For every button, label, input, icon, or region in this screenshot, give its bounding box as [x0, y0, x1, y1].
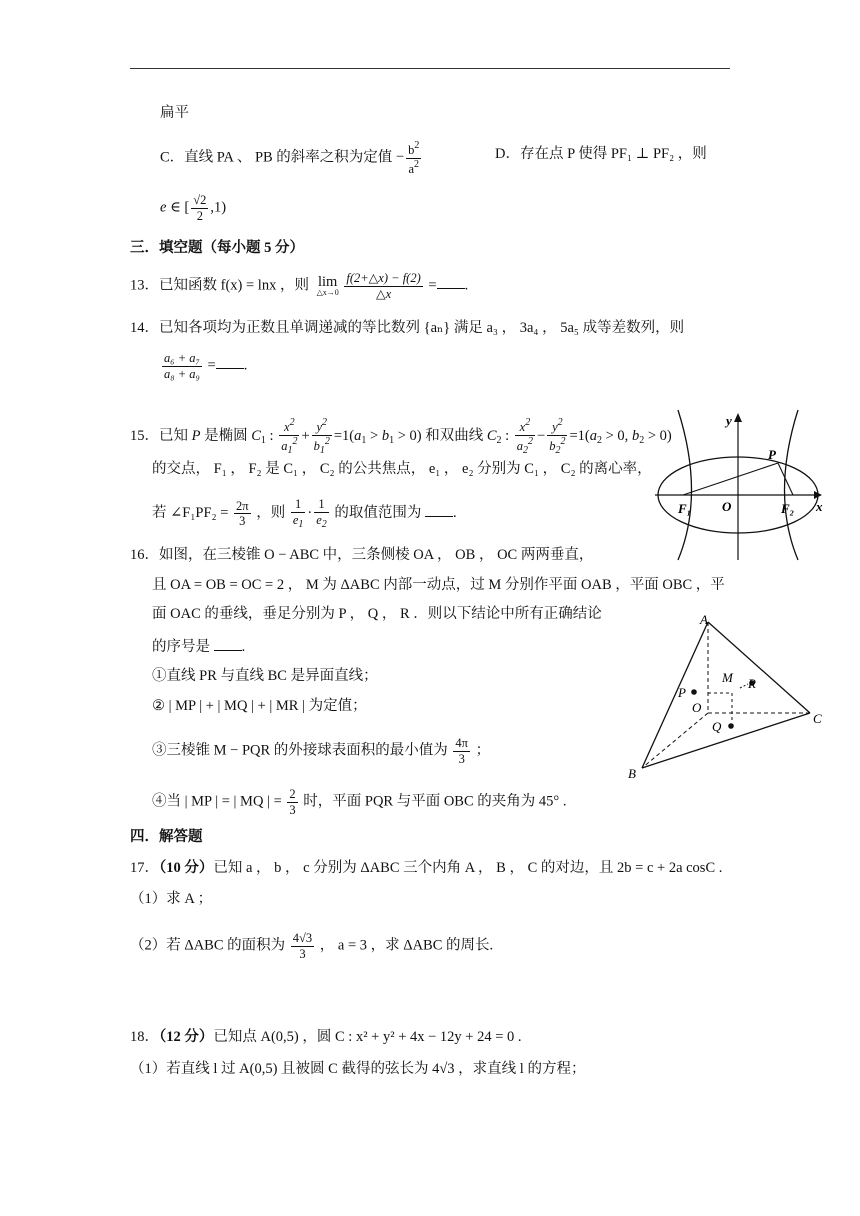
q16-answer-prompt: 的序号是 — [152, 639, 210, 655]
q16-option-4-end: 时，平面 PQR 与平面 OBC 的夹角为 45° . — [303, 793, 567, 810]
q12-option-d-range: e ∈ [ $\frac{√2}{2}$ ,1) — [160, 193, 227, 223]
q14-answer-blank[interactable] — [216, 356, 244, 369]
q16-option-4: ④当 | MP | = | MQ | = $\frac{2}{3}$ 时，平面 PQR 与平面 OBC 的夹角为 45° . — [152, 787, 567, 817]
y-axis-arrow — [734, 413, 742, 422]
q15-line-3: 若 ∠F₁PF₂ = $\frac{2\pi}{3}$ ，则 $\frac{1}{e_1}$ · $\frac{1}{e_2}$ 的取值范围为 . — [152, 497, 457, 530]
q17-part-2-end: ， a = 3 ，求 ΔABC 的周长. — [319, 937, 494, 954]
q16-option-2: ② | MP | + | MQ | + | MR | 为定值； — [152, 698, 367, 714]
q14-number: 14． — [130, 320, 159, 336]
section-3-title: 三．填空题（每小题 5 分） — [130, 240, 304, 256]
q18-text: 已知点 A(0,5) ，圆 C : x² + y² + 4x − 12y + 24 = 0 . — [213, 1029, 522, 1045]
section-4-title: 四．解答题 — [130, 829, 203, 845]
q14-denominator: a₈ + a₉ — [164, 366, 200, 381]
question-18 — [130, 1030, 522, 1045]
q17-score: （10 分） — [159, 860, 214, 876]
header-rule — [130, 68, 730, 69]
q13-numerator: f(2+△x) − f(2) — [346, 271, 421, 285]
helper-line-3 — [740, 684, 748, 688]
q12-option-c-value: − $\frac{b^2}{a^2}$ — [395, 140, 420, 176]
q14-expression: $\frac{\text{a₆ + a₇}}{\text{a₈ + a₉}}$ = . — [164, 351, 248, 381]
q14-fraction — [162, 352, 202, 380]
q14-equals: = — [207, 357, 216, 374]
q16-line-1: 如图，在三棱锥 O − ABC 中，三条侧棱 OA ， OB ， OC 两两垂直， — [159, 547, 594, 563]
q16-option-3-end: ； — [475, 742, 491, 759]
q13-fraction — [344, 272, 422, 300]
q12-continuation: 扁平 — [160, 105, 189, 121]
q16-number: 16． — [130, 547, 159, 563]
edge-ab — [642, 622, 708, 768]
fig16-label-p: P — [678, 685, 686, 700]
fig16-label-b: B — [628, 766, 636, 781]
question-15: 15．已知 P 是椭圆 $C_1$ : $\frac{x^2}{a_1^2}$ + $\frac{y^2}{b_1^2}$ $=1(a_1 > b_1 > 0)$ 和双曲线 $C_2$ : $\frac{x^2}{a_2^2}$ − $\frac{y^2}{b_2^2}$ $=1(a_2 > 0$, $b_2 > 0$) — [130, 417, 672, 456]
fig15-label-p: P — [768, 447, 776, 462]
q18-part-1: （1）若直线 l 过 A(0,5) 且被圆 C 截得的弦长为 4√3 ，求直线 l 的方程； — [130, 1061, 586, 1077]
question-14 — [130, 321, 684, 336]
q12-option-c — [160, 141, 423, 175]
q16-answer-blank[interactable] — [214, 638, 242, 651]
edge-bc — [642, 713, 810, 768]
ellipse-hyperbola-figure — [650, 405, 830, 565]
q13-number: 13． — [130, 277, 159, 294]
q16-option-3: ③三棱锥 M − PQR 的外接球表面积的最小值为 $\frac{4\pi}{3}$ ； — [152, 736, 491, 766]
q12-option-d: D．存在点 P 使得 PF₁ ⊥ PF₂ ，则 — [495, 146, 707, 162]
fig16-label-a: A — [700, 612, 708, 627]
q13-answer-blank[interactable] — [437, 276, 465, 289]
fig16-label-r: R — [748, 676, 756, 691]
q13-limit-word: lim — [317, 273, 338, 290]
q13-limit-sub: △x→0 — [316, 288, 339, 298]
q15-line-2: 的交点， F₁ ， F₂ 是 C₁ ， C₂ 的公共焦点， e₁ ， e₂ 分别为 C₁ ， C₂ 的离心率， — [152, 461, 652, 477]
fig16-label-o: O — [692, 700, 702, 715]
question-16 — [130, 548, 593, 563]
fig15-label-f2: F₂ — [781, 501, 795, 516]
q15-then: ，则 — [256, 505, 286, 522]
q14-numerator: a₆ + a₇ — [164, 351, 200, 365]
q13-equals: = — [428, 277, 437, 294]
q17-number: 17． — [130, 860, 159, 876]
q15-number: 15． — [130, 428, 159, 445]
point-p — [691, 689, 697, 695]
q13-denominator: △x — [375, 286, 392, 301]
pyramid-figure — [620, 608, 835, 783]
fig16-label-c: C — [813, 711, 822, 726]
fig16-label-q: Q — [712, 719, 722, 734]
edge-ac — [708, 622, 810, 713]
q16-line-2: 且 OA = OB = OC = 2 ， M 为 ΔABC 内部一动点，过 M 分别作平面 OAB ，平面 OBC ，平 — [152, 577, 725, 593]
q17-part-1: （1）求 A ； — [130, 891, 213, 907]
fig15-label-x: x — [816, 499, 823, 514]
q12-option-c-text: C．直线 PA 、 PB 的斜率之积为定值 — [160, 149, 393, 166]
hyperbola-left-branch — [678, 410, 692, 560]
q17-part-2: （2）若 ΔABC 的面积为 $\frac{4√3}{3}$ ， a = 3 ，求 ΔABC 的周长. — [130, 931, 494, 961]
q14-text: 已知各项均为正数且单调递减的等比数列 {aₙ} 满足 a₃ ， 3a₄ ， 5a₅ 成等差数列，则 — [159, 320, 685, 336]
edge-ob — [642, 713, 708, 768]
q16-line-3: 面 OAC 的垂线，垂足分别为 P ， Q ， R ．则以下结论中所有正确结论 — [152, 606, 602, 622]
hyperbola-right-branch — [785, 410, 799, 560]
fig16-label-m: M — [722, 670, 733, 685]
q15-range-text: 的取值范围为 — [334, 505, 422, 522]
q17-part-2-text: （2）若 ΔABC 的面积为 — [130, 937, 286, 954]
q15-answer-blank[interactable] — [425, 504, 453, 517]
pf1-segment — [683, 463, 778, 495]
fig15-label-f1: F₁ — [678, 501, 692, 516]
fig15-label-o: O — [722, 499, 732, 514]
q18-score: （12 分） — [159, 1029, 214, 1045]
q17-text: 已知 a ， b ， c 分别为 ΔABC 三个内角 A ， B ， C 的对边，且 2b = c + 2a cosC . — [213, 860, 723, 876]
q16-option-3-text: ③三棱锥 M − PQR 的外接球表面积的最小值为 — [152, 742, 448, 759]
fig15-label-y: y — [726, 413, 732, 428]
q16-option-1: ①直线 PR 与直线 BC 是异面直线； — [152, 668, 378, 684]
q15-angle-label: 若 ∠F₁PF₂ = — [152, 505, 229, 522]
q16-line-4: 的序号是 . — [152, 639, 246, 655]
question-17 — [130, 861, 722, 876]
q13-text: 已知函数 f(x) = lnx ，则 — [159, 277, 309, 294]
q16-option-4-text: ④当 | MP | = | MQ | = — [152, 793, 282, 810]
question-13: 13．已知函数 f(x) = lnx ，则 lim △x→0 $\frac{f(2+\triangle x) - f(2)}{\triangle x}$ = . — [130, 271, 469, 301]
point-q — [728, 723, 734, 729]
q13-limit — [317, 275, 339, 298]
q18-number: 18． — [130, 1029, 159, 1045]
